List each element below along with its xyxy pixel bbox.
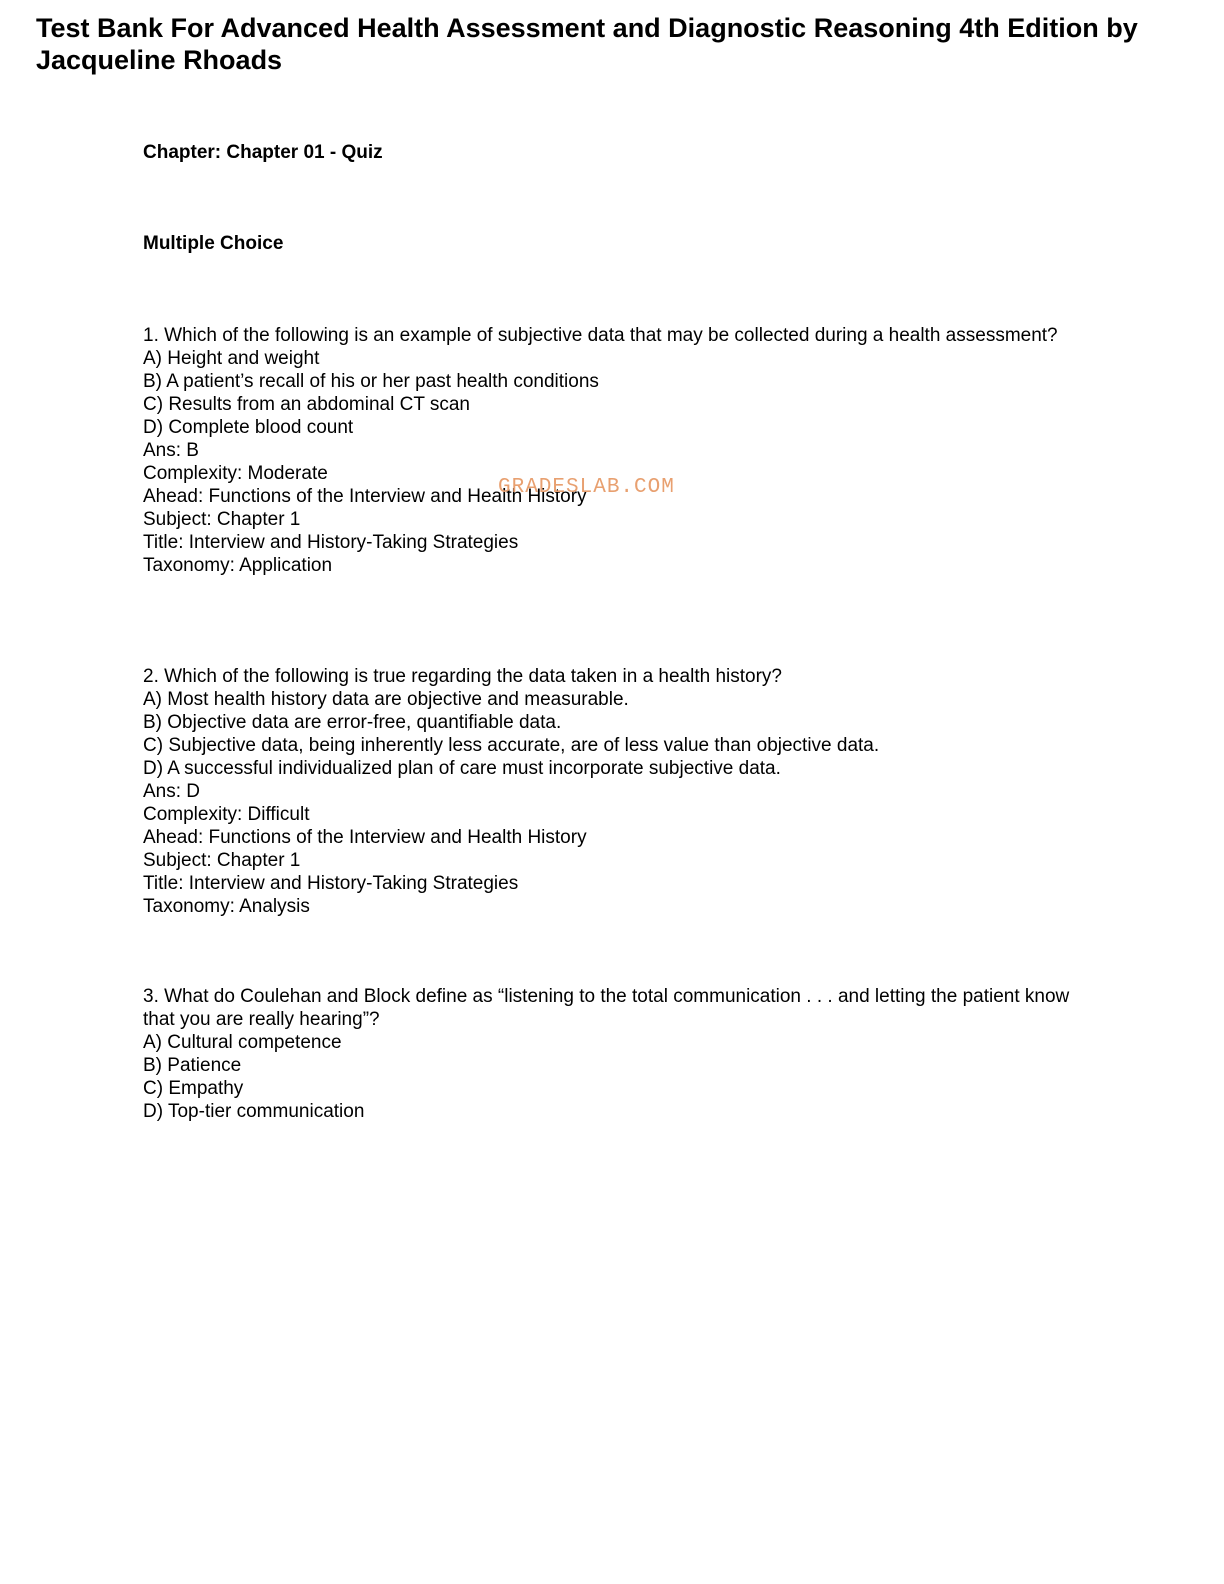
chapter-heading: Chapter: Chapter 01 - Quiz: [143, 142, 383, 163]
question-3: [143, 985, 1073, 1123]
option-c: C) Empathy: [143, 1078, 244, 1099]
document-title: Test Bank For Advanced Health Assessment and Diagnostic Reasoning 4th Edition by Jacqueline Rhoads: [36, 13, 1138, 75]
question-2: [143, 665, 1073, 918]
option-d: D) Top-tier communication: [143, 1101, 365, 1122]
answer: Ans: D: [143, 781, 201, 802]
section-heading: Multiple Choice: [143, 233, 284, 254]
subject: Subject: Chapter 1: [143, 509, 301, 530]
option-a: A) Cultural competence: [143, 1032, 342, 1053]
taxonomy: Taxonomy: Application: [143, 555, 333, 576]
option-b: B) A patient’s recall of his or her past health conditions: [143, 371, 599, 392]
option-a: A) Most health history data are objective and measurable.: [143, 689, 629, 710]
taxonomy: Taxonomy: Analysis: [143, 896, 310, 917]
option-b: B) Patience: [143, 1055, 242, 1076]
option-d: D) A successful individualized plan of care must incorporate subjective data.: [143, 758, 781, 779]
question-title: Title: Interview and History-Taking Strategies: [143, 873, 519, 894]
complexity: Complexity: Moderate: [143, 463, 328, 484]
option-a: A) Height and weight: [143, 348, 320, 369]
ahead: Ahead: Functions of the Interview and Health History: [143, 486, 587, 507]
complexity: Complexity: Difficult: [143, 804, 310, 825]
watermark: GRADESLAB.COM: [498, 476, 675, 499]
question-stem: 3. What do Coulehan and Block define as “listening to the total communication . . . and letting the patient know that you are really hearing”?: [143, 986, 1070, 1030]
question-1: [143, 324, 1073, 577]
question-stem: 2. Which of the following is true regarding the data taken in a health history?: [143, 666, 782, 687]
option-c: C) Subjective data, being inherently less accurate, are of less value than objective data.: [143, 735, 880, 756]
option-d: D) Complete blood count: [143, 417, 354, 438]
option-c: C) Results from an abdominal CT scan: [143, 394, 470, 415]
question-title: Title: Interview and History-Taking Strategies: [143, 532, 519, 553]
question-stem: 1. Which of the following is an example of subjective data that may be collected during a health assessment?: [143, 325, 1058, 346]
option-b: B) Objective data are error-free, quantifiable data.: [143, 712, 562, 733]
ahead: Ahead: Functions of the Interview and Health History: [143, 827, 587, 848]
subject: Subject: Chapter 1: [143, 850, 301, 871]
answer: Ans: B: [143, 440, 199, 461]
